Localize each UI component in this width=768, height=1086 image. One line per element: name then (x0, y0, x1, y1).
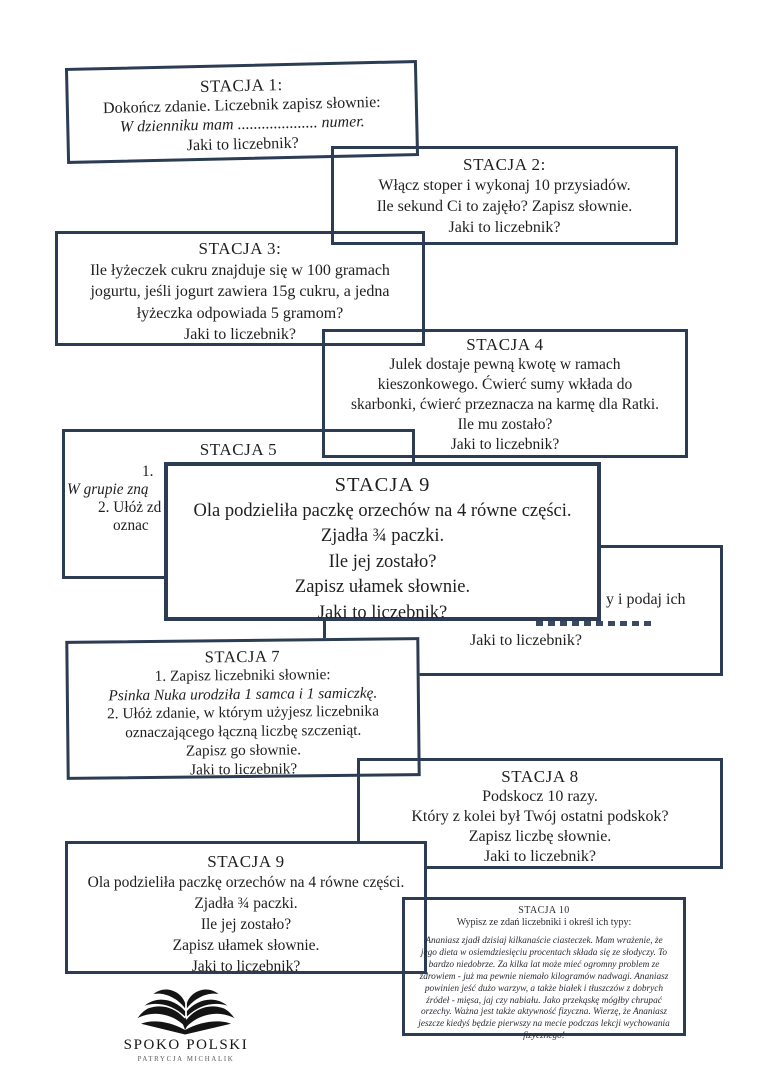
clipped-text-fragment: 1. (142, 463, 154, 480)
card-line: Zapisz ułamek słownie. (294, 577, 471, 597)
card-title: STACJA 5 (199, 440, 278, 459)
card-stacja-9 (65, 841, 427, 974)
logo-name: SPOKO POLSKI (123, 1037, 249, 1053)
card-subtitle: Wypisz ze zdań liczebniki i określ ich typy: (456, 917, 632, 928)
card-paragraph: Ananiasz zjadł dzisiaj kilkanaście ciasteczek. Mam wrażenie, że jego dieta w osiemdziesięciu procentach składa się ze słodyczy. To bardzo niedobrze. Za kilka lat może mieć ogromny problem ze zdrowiem - już ma pewnie niemało kilogramów nadwagi. Ananiasz powinien jeść dużo warzyw, a także białek i tłuszczów z dobrych źródeł - mięsa, jaj czy nabiału. Jako przekąskę mógłby chrupać orzechy. Ważna jest także aktywność fizyczna. Wierzę, że Ananiasz jeszcze kiedyś będzie pierwszy na mecie podczas lekcji wychowania fizycznego! (418, 936, 670, 1042)
clipped-text-fragment: Jaki to liczebnik? (470, 632, 582, 649)
card-title: STACJA 2: (463, 155, 546, 174)
clipped-text-fragment: y i podaj ich (606, 591, 686, 608)
logo-author: PATRYCJA MICHALIK (137, 1056, 235, 1063)
card-title: STACJA 8 (501, 767, 579, 786)
card-line: Jaki to liczebnik? (191, 958, 301, 975)
card-line: Ile sekund Ci to zajęło? Zapisz słownie. (376, 198, 633, 215)
card-line: Ile jej zostało? (200, 916, 292, 933)
clipped-text-fragment: 2. Ułóż zd (98, 499, 162, 516)
clipped-text-fragment: oznac (113, 517, 149, 534)
card-title: STACJA 10 (518, 905, 570, 916)
card-line: Jaki to liczebnik? (184, 326, 296, 343)
card-stacja-9-magnified-overlay (164, 462, 601, 621)
card-title: STACJA 7 (204, 646, 281, 667)
card-line: Włącz stoper i wykonaj 10 przysiadów. (378, 177, 631, 194)
card-line: Dokończ zdanie. Liczebnik zapisz słownie: (102, 93, 381, 117)
card-line: Julek dostaje pewną kwotę w ramach (389, 356, 621, 373)
card-line: Zapisz liczbę słownie. (468, 828, 612, 845)
card-line: skarbonki, ćwierć przeznacza na karmę dla Ratki. (350, 396, 660, 413)
card-line: Ola podzieliła paczkę orzechów na 4 równe części. (193, 500, 572, 521)
card-line: 1. Zapisz liczebniki słownie: (154, 665, 331, 685)
card-line: Jaki to liczebnik? (450, 436, 560, 453)
open-book-icon (132, 985, 240, 1039)
card-title: STACJA 4 (466, 335, 544, 354)
card-title: STACJA 3: (198, 239, 282, 258)
card-line: Ile łyżeczek cukru znajduje się w 100 gramach (90, 261, 390, 279)
card-line: Który z kolei był Twój ostatni podskok? (411, 808, 669, 825)
card-line: Podskocz 10 razy. (482, 788, 598, 805)
card-line: Jaki to liczebnik? (448, 219, 561, 236)
card-line: W dzienniku mam .................... numer. (119, 113, 365, 136)
card-line: Zapisz ułamek słownie. (172, 937, 320, 954)
card-line: Ile jej zostało? (328, 551, 437, 572)
card-line: Ola podzieliła paczkę orzechów na 4 równe części. (87, 874, 405, 891)
card-line: Zjadła ¾ paczki. (194, 895, 298, 912)
card-line: Zapisz go słownie. (185, 741, 302, 760)
card-line: Jaki to liczebnik? (186, 134, 299, 154)
card-line: Jaki to liczebnik? (484, 848, 596, 865)
card-line: oznaczającego łączną liczbę szczeniąt. (125, 721, 362, 742)
card-stacja-10 (402, 897, 686, 1042)
card-line: jogurtu, jeśli jogurt zawiera 15g cukru, a jedna (90, 283, 390, 300)
card-line: łyżeczka odpowiada 5 gramom? (136, 304, 344, 322)
card-line: Zjadła ¾ paczki. (320, 526, 445, 546)
card-title: STACJA 9 (207, 852, 285, 871)
card-line: Jaki to liczebnik? (317, 602, 448, 623)
card-line: Psinka Nuka urodziła 1 samca i 1 samiczkę. (108, 684, 378, 705)
publisher-logo (106, 985, 266, 1075)
card-line: Jaki to liczebnik? (190, 760, 298, 779)
card-title: STACJA 1: (199, 75, 284, 96)
card-line: Ile mu zostało? (457, 416, 553, 433)
card-line: 2. Ułóż zdanie, w którym użyjesz liczebnika (107, 702, 380, 723)
card-title: STACJA 9 (334, 474, 431, 496)
card-line: kieszonkowego. Ćwierć sumy wkłada do (377, 376, 633, 393)
clipped-text-fragment: W grupie zną (67, 481, 149, 498)
